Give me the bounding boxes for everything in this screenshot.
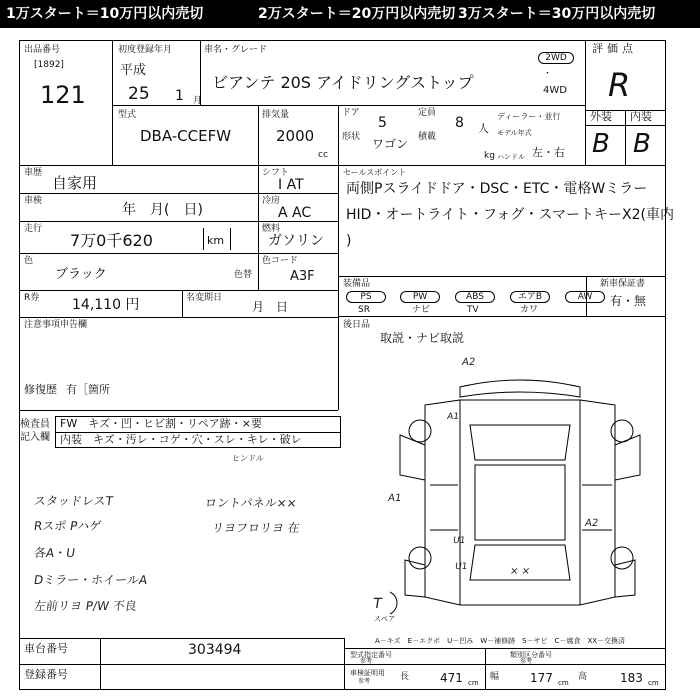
equip-leather: カワ — [520, 305, 539, 315]
fuel-label: 燃料 — [262, 224, 281, 234]
hand-l1: スタッドレスT — [32, 494, 114, 508]
mark-a2-right: A2 — [584, 518, 599, 529]
equip-airbag-text: エアB — [517, 292, 543, 302]
load-unit: kg — [484, 151, 495, 161]
hand-l3: 各A・U — [32, 546, 76, 560]
width-unit: cm — [558, 679, 569, 687]
name-change-label: 名変期日 — [186, 293, 223, 303]
color-code-label: 色コード — [262, 256, 299, 266]
equip-ps-text: PS — [360, 292, 372, 302]
type-no-label: 型式指定番号 — [350, 651, 392, 659]
shape-value: ワゴン — [372, 137, 409, 151]
drive-sep: ・ — [543, 69, 553, 79]
drive-4wd: 4WD — [543, 85, 567, 96]
equipment-label: 装備品 — [343, 279, 371, 289]
dealer-label: ディーラー・並行 — [497, 112, 561, 121]
type-no-sub: 参考 — [360, 658, 373, 665]
warranty-value: 有・無 — [610, 294, 647, 308]
mark-a1-left: A1 — [446, 412, 460, 422]
damage-legend: A－キズ E－エクボ U－凹み W－補修跡 S－サビ C－腐食 XX－交換済 — [375, 637, 626, 645]
equip-ps — [346, 291, 386, 303]
reg-label: 初度登録年月 — [118, 45, 173, 55]
inspection-value: 年 月( 日) — [122, 202, 203, 218]
top-banner — [0, 0, 700, 28]
height-unit: cm — [648, 679, 659, 687]
equip-navi: ナビ — [412, 305, 431, 315]
mark-u1-upper: U1 — [452, 536, 467, 546]
load-label: 積載 — [418, 132, 437, 142]
car-name-label: 車名・グレード — [204, 45, 268, 55]
equip-sr: SR — [358, 305, 370, 315]
drive-2wd — [538, 52, 574, 64]
shape-label: 形状 — [342, 132, 361, 142]
inspector-row2: 内装 キズ・汚レ・コゲ・穴・スレ・キレ・破レ — [60, 433, 302, 446]
ac-label: 冷房 — [262, 196, 281, 206]
name-change-value: 月 日 — [252, 300, 289, 314]
recycle-label: R券 — [24, 293, 40, 303]
width-label: 幅 — [490, 672, 500, 682]
sales-label: セールスポイント — [343, 168, 407, 177]
inspector-row1: FW キズ・凹・ヒビ割・リペア跡・×要 — [60, 417, 262, 430]
paint-label: 色替 — [234, 270, 253, 280]
height-label: 高 — [578, 672, 588, 682]
inspector-note: ヒンドル — [231, 454, 265, 463]
hand-l4: Dミラー・ホイールA — [32, 573, 149, 587]
mark-spare-t: T — [371, 596, 383, 612]
length-label: 長 — [400, 672, 410, 682]
notes-label: 注意事項申告欄 — [24, 320, 88, 330]
equip-aw-text: AW — [577, 292, 593, 302]
car-diagram — [390, 365, 650, 620]
equip-pw-text: PW — [412, 292, 428, 302]
color-value: ブラック — [55, 267, 107, 282]
disp-value: 2000 — [276, 127, 315, 145]
roof — [475, 465, 565, 540]
mark-xx: × × — [509, 566, 531, 577]
after-market-value: 取説・ナビ取説 — [380, 331, 465, 345]
disp-label: 排気量 — [262, 110, 290, 120]
inspector-label1: 検査員 — [20, 419, 50, 430]
mileage-unit: km — [207, 234, 225, 247]
reg-month-unit: 月 — [193, 96, 203, 106]
inspection-label: 車検 — [24, 196, 43, 206]
grade-value: R — [608, 66, 631, 104]
chassis-label: 車台番号 — [24, 642, 68, 655]
history-label: 修復歴 — [24, 383, 57, 396]
lot-sub: [1892] — [34, 60, 64, 70]
spare-tire — [390, 591, 397, 615]
left-side-outline — [425, 400, 460, 605]
tire-front-left — [409, 420, 431, 442]
height-value: 183 — [620, 671, 643, 685]
tire-front-right — [611, 420, 633, 442]
model-label: 型式 — [118, 110, 137, 120]
color-label: 色 — [24, 256, 34, 266]
lot-number: 121 — [40, 81, 86, 109]
equip-abs — [455, 291, 495, 303]
shift-value: I AT — [278, 177, 304, 193]
class-sub: 参考 — [520, 658, 533, 665]
ac-value: A AC — [278, 205, 312, 221]
model-year-label: モデル年式 — [497, 129, 532, 137]
seats-label: 定員 — [418, 108, 437, 118]
equip-aw — [565, 291, 605, 303]
front-bumper-outline — [460, 380, 580, 397]
right-rear-panel — [615, 560, 635, 597]
shift-label: シフト — [262, 168, 290, 178]
era: 平成 — [120, 63, 147, 78]
hand-l2: Rスポ Pハゲ — [32, 519, 103, 533]
inspector-label2: 記入欄 — [20, 432, 50, 443]
width-value: 177 — [530, 671, 553, 685]
tire-rear-left — [409, 547, 431, 569]
mileage-label: 走行 — [24, 224, 43, 234]
disp-unit: cc — [318, 150, 328, 160]
mark-u1-lower: U1 — [454, 562, 469, 572]
int-label: 内装 — [630, 110, 652, 123]
dims-sub: 参考 — [358, 678, 371, 685]
sales-line1: 両側Pスライドドア・DSC・ETC・電格Wミラー — [346, 181, 648, 197]
grade-label: 評価点 — [592, 42, 637, 55]
sales-line2: HID・オートライト・フォグ・スマートキーX2(車内 — [346, 207, 674, 223]
ext-label: 外装 — [590, 110, 612, 123]
equip-abs-text: ABS — [466, 292, 484, 302]
doors-label: ドア — [342, 108, 360, 118]
windshield — [470, 425, 570, 460]
reg-no-label: 登録番号 — [24, 668, 68, 681]
seats-unit: 人 — [478, 122, 489, 135]
dims-label: 車検証明用 — [350, 669, 385, 677]
banner-part3: 3万スタート＝30万円以内売切 — [458, 6, 656, 22]
drive-2wd-text: 2WD — [545, 53, 567, 63]
equip-pw — [400, 291, 440, 303]
history-value: 有［箇所 — [66, 383, 110, 396]
spare-label: スペア — [374, 615, 395, 623]
mileage-value: 7万0千620 — [70, 231, 153, 250]
banner-part1: 1万スタート＝10万円以内売切 — [6, 6, 204, 22]
chassis-value: 303494 — [188, 642, 242, 658]
doors-value: 5 — [378, 115, 387, 131]
handle-label: ハンドル — [497, 153, 525, 161]
fuel-value: ガソリン — [268, 233, 324, 249]
sales-line3: ) — [346, 233, 352, 249]
recycle-value: 14,110 円 — [72, 297, 140, 313]
tire-rear-right — [611, 547, 633, 569]
handle-value: 左・右 — [532, 146, 565, 159]
mark-a1-mid: A1 — [387, 493, 402, 504]
model-value: DBA-CCEFW — [140, 127, 232, 145]
car-name: ビアンテ 20S アイドリングストップ — [212, 73, 474, 92]
reg-year: 25 — [128, 84, 150, 104]
hand-r2: リヨフロリヨ 在 — [210, 521, 301, 535]
left-rear-panel — [405, 560, 425, 597]
after-market-label: 後日品 — [343, 320, 371, 330]
right-side-outline — [580, 400, 615, 605]
seats-value: 8 — [455, 115, 464, 131]
banner-part2: 2万スタート＝20万円以内売切 — [258, 6, 456, 22]
mark-a2-top: A2 — [461, 357, 476, 368]
ext-value: B — [592, 129, 610, 159]
hand-l5: 左前リヨ P/W 不良 — [32, 599, 138, 613]
lot-label: 出品番号 — [24, 45, 61, 55]
class-label: 類別区分番号 — [510, 651, 552, 659]
hand-r1: ロントパネル×× — [203, 496, 298, 510]
warranty-label: 新車保証書 — [600, 279, 646, 289]
usage-value: 自家用 — [52, 174, 98, 192]
reg-month: 1 — [175, 88, 184, 104]
length-value: 471 — [440, 671, 463, 685]
equip-airbag — [510, 291, 550, 303]
length-unit: cm — [468, 679, 479, 687]
color-code-value: A3F — [290, 269, 315, 284]
usage-label: 車歴 — [24, 168, 43, 178]
int-value: B — [633, 129, 651, 159]
equip-tv: TV — [467, 305, 479, 315]
